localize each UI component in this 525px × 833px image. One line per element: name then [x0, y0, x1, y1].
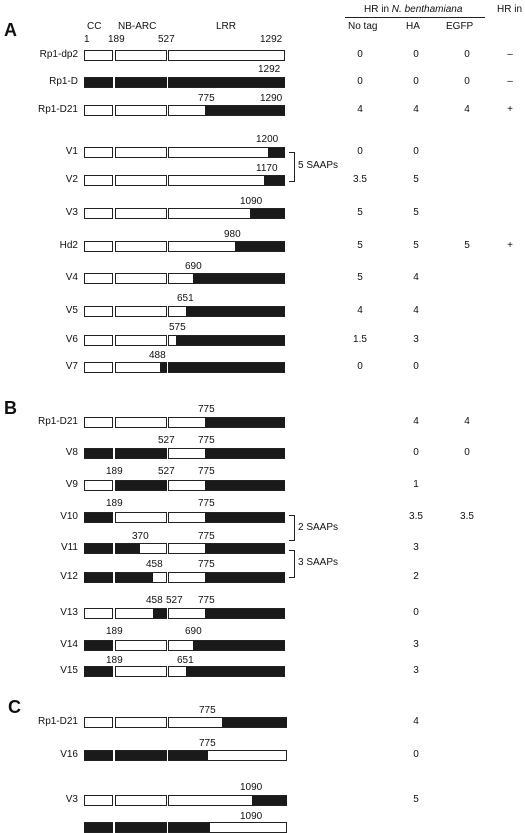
- domain-segment-lrr: [168, 147, 285, 158]
- domain-segment-nb: [115, 417, 167, 428]
- breakpoint-position: 1090: [240, 811, 263, 822]
- panel-label-b: B: [4, 398, 17, 418]
- construct-name: V11: [60, 542, 78, 553]
- hr-score-s1: 3.5: [353, 174, 367, 185]
- breakpoint-position: 775: [198, 435, 215, 446]
- hr-score-s1: 4: [357, 305, 363, 316]
- hr-score-s2: 0: [413, 447, 419, 458]
- hr-score-s1: 5: [357, 207, 363, 218]
- breakpoint-position: 370: [132, 531, 149, 542]
- rp1-d21-region: [222, 718, 287, 727]
- construct-bar: [0, 795, 525, 806]
- domain-segment-nb: [115, 208, 167, 219]
- breakpoint-position: 775: [198, 466, 215, 477]
- rp1-d21-region: [250, 209, 285, 218]
- breakpoint-position: 980: [224, 229, 241, 240]
- domain-segment-cc: [84, 105, 113, 116]
- breakpoint-position: 1200: [256, 134, 279, 145]
- hr-score-s2: 5: [413, 794, 419, 805]
- breakpoint-position: 488: [149, 350, 166, 361]
- rp1-d21-region: [205, 573, 285, 582]
- hr-score-s2: 3: [413, 334, 419, 345]
- construct-name: V13: [60, 607, 78, 618]
- panel-label-c: C: [8, 697, 21, 717]
- breakpoint-position: 189: [106, 466, 123, 477]
- domain-segment-cc: [84, 208, 113, 219]
- rp1-d21-region: [84, 78, 113, 87]
- rp1-d21-region: [186, 667, 285, 676]
- rp1-d21-region: [84, 573, 113, 582]
- rp1-d21-region: [193, 641, 285, 650]
- rp1-d21-region: [235, 242, 285, 251]
- hr-score-s2: 4: [413, 272, 419, 283]
- rp1-d21-region: [115, 751, 167, 760]
- hr-score-s1: 0: [357, 146, 363, 157]
- hr-header-species: N. benthamiana: [391, 4, 463, 15]
- domain-segment-lrr: [168, 241, 285, 252]
- construct-name: V2: [65, 174, 78, 185]
- domain-segment-nb: [115, 362, 167, 373]
- hr-score-s1: 0: [357, 361, 363, 372]
- domain-segment-nb: [115, 480, 167, 491]
- domain-segment-lrr: [168, 666, 285, 677]
- construct-name: Rp1-D: [49, 76, 78, 87]
- domain-segment-cc: [84, 50, 113, 61]
- hr-score-s2: 4: [413, 416, 419, 427]
- rp1-d21-region: [205, 418, 285, 427]
- domain-segment-nb: [115, 175, 167, 186]
- domain-segment-nb: [115, 608, 167, 619]
- breakpoint-position: 1290: [260, 93, 283, 104]
- hr-header-prefix: HR in: [364, 4, 392, 15]
- domain-segment-lrr: [168, 717, 287, 728]
- construct-name: V14: [60, 639, 78, 650]
- rp1-d21-region: [168, 751, 208, 760]
- domain-segment-cc: [84, 640, 113, 651]
- construct-name: Rp1-dp2: [39, 49, 78, 60]
- construct-bar: [0, 480, 525, 491]
- rp1-d21-region: [84, 751, 113, 760]
- hr-score-s4: –: [507, 49, 513, 60]
- breakpoint-position: 775: [198, 404, 215, 415]
- hr-score-s2: 5: [413, 207, 419, 218]
- domain-segment-lrr: [168, 175, 285, 186]
- construct-name: V8: [65, 447, 78, 458]
- construct-name: V3: [65, 207, 78, 218]
- rp1-d21-region: [252, 796, 287, 805]
- construct-name: V6: [65, 334, 78, 345]
- breakpoint-position: 1170: [256, 163, 278, 174]
- hr-score-s1: 5: [357, 272, 363, 283]
- domain-segment-lrr: [168, 543, 285, 554]
- construct-bar: [0, 750, 525, 761]
- hr-score-s1: 0: [357, 76, 363, 87]
- construct-bar: [0, 572, 525, 583]
- breakpoint-position: 651: [177, 655, 194, 666]
- breakpoint-position: 527: [158, 435, 175, 446]
- domain-segment-nb: [115, 512, 167, 523]
- hr-score-s3: 4: [464, 104, 470, 115]
- breakpoint-position: 651: [177, 293, 194, 304]
- construct-name: V3: [65, 794, 78, 805]
- construct-name: V4: [65, 272, 78, 283]
- rp1-d21-region: [153, 609, 167, 618]
- rp1-d21-region: [115, 573, 153, 582]
- rp1-d21-region: [84, 823, 113, 832]
- domain-segment-lrr: [168, 608, 285, 619]
- domain-segment-lrr: [168, 417, 285, 428]
- hr-score-s2: 0: [413, 49, 419, 60]
- hr-score-s3: 4: [464, 416, 470, 427]
- hr-score-s2: 4: [413, 305, 419, 316]
- hr-score-s3: 0: [464, 447, 470, 458]
- construct-name: Hd2: [59, 240, 78, 251]
- construct-bar: [0, 273, 525, 284]
- construct-bar: [0, 717, 525, 728]
- construct-name: Rp1-D21: [37, 416, 78, 427]
- domain-segment-lrr: [168, 750, 287, 761]
- domain-segment-lrr: [168, 448, 285, 459]
- hr-header: [364, 4, 462, 15]
- hr-score-s4: +: [507, 240, 513, 251]
- rp1-d21-region: [84, 667, 113, 676]
- domain-label-lrr: LRR: [216, 21, 237, 32]
- rp1-d21-region: [84, 513, 113, 522]
- breakpoint-position: 1090: [240, 782, 263, 793]
- hr-score-s2: 0: [413, 361, 419, 372]
- hr-score-s2: 3.5: [409, 511, 423, 522]
- rp1-d21-region: [115, 481, 167, 490]
- domain-segment-cc: [84, 417, 113, 428]
- domain-segment-nb: [115, 640, 167, 651]
- breakpoint-position: 189: [106, 498, 123, 509]
- domain-segment-lrr: [168, 335, 285, 346]
- domain-segment-lrr: [168, 50, 285, 61]
- hr-header-cut: HR in: [497, 4, 523, 15]
- domain-segment-cc: [84, 512, 113, 523]
- col-header-notag: No tag: [348, 21, 378, 32]
- domain-segment-nb: [115, 572, 167, 583]
- domain-segment-lrr: [168, 273, 285, 284]
- construct-bar: [0, 822, 525, 833]
- breakpoint-position: 775: [198, 595, 215, 606]
- rp1-d21-region: [205, 544, 285, 553]
- domain-segment-cc: [84, 750, 113, 761]
- hr-score-s2: 5: [413, 240, 419, 251]
- breakpoint-position: 1292: [258, 64, 281, 75]
- domain-segment-cc: [84, 335, 113, 346]
- rp1-d21-region: [160, 363, 167, 372]
- domain-segment-cc: [84, 822, 113, 833]
- col-header-egfp: EGFP: [446, 21, 474, 32]
- construct-name: V1: [65, 146, 78, 157]
- hr-score-s3: 0: [464, 76, 470, 87]
- domain-segment-cc: [84, 147, 113, 158]
- domain-segment-nb: [115, 241, 167, 252]
- hr-score-s2: 0: [413, 146, 419, 157]
- saap-label-3: 3 SAAPs: [298, 557, 339, 568]
- hr-header-rule: [345, 17, 485, 18]
- construct-name: V12: [60, 571, 78, 582]
- domain-segment-lrr: [168, 306, 285, 317]
- breakpoint-position: 527: [158, 466, 175, 477]
- hr-score-s2: 4: [413, 104, 419, 115]
- panel-label-a: A: [4, 20, 17, 40]
- domain-segment-cc: [84, 608, 113, 619]
- domain-segment-nb: [115, 448, 167, 459]
- rp1-d21-region: [115, 78, 167, 87]
- rp1-d21-region: [193, 274, 285, 283]
- construct-bar: [0, 335, 525, 346]
- domain-segment-nb: [115, 105, 167, 116]
- hr-score-s1: 4: [357, 104, 363, 115]
- construct-name: V9: [65, 479, 78, 490]
- construct-bar: [0, 543, 525, 554]
- hr-score-s2: 3: [413, 665, 419, 676]
- saap-label-5: 5 SAAPs: [298, 160, 339, 171]
- rp1-d21-region: [205, 449, 285, 458]
- position-527: 527: [158, 34, 175, 45]
- breakpoint-position: 775: [198, 498, 215, 509]
- domain-segment-cc: [84, 480, 113, 491]
- rp1-d21-region: [84, 449, 113, 458]
- domain-segment-nb: [115, 717, 167, 728]
- rp1-d21-region: [168, 823, 210, 832]
- domain-segment-cc: [84, 795, 113, 806]
- construct-bar: [0, 175, 525, 186]
- rp1-d21-region: [205, 609, 285, 618]
- rp1-d21-region: [84, 544, 113, 553]
- domain-segment-nb: [115, 543, 167, 554]
- domain-label-nbarc: NB-ARC: [118, 21, 157, 32]
- hr-score-s1: 1.5: [353, 334, 367, 345]
- rp1-d21-region: [115, 449, 167, 458]
- rp1-d21-region: [205, 106, 285, 115]
- hr-score-s2: 0: [413, 76, 419, 87]
- breakpoint-position: 775: [199, 705, 216, 716]
- construct-bar: [0, 208, 525, 219]
- breakpoint-position: 575: [169, 322, 186, 333]
- domain-segment-lrr: [168, 822, 287, 833]
- hr-score-s1: 5: [357, 240, 363, 251]
- domain-segment-lrr: [168, 572, 285, 583]
- domain-segment-lrr: [168, 105, 285, 116]
- breakpoint-position: 690: [185, 626, 202, 637]
- construct-name: V15: [60, 665, 78, 676]
- domain-segment-nb: [115, 822, 167, 833]
- construct-bar: [0, 666, 525, 677]
- hr-score-s2: 1: [413, 479, 419, 490]
- rp1-d21-region: [115, 823, 167, 832]
- breakpoint-position: 189: [106, 626, 123, 637]
- construct-name: Rp1-D21: [37, 716, 78, 727]
- rp1-d21-region: [176, 336, 285, 345]
- breakpoint-position: 775: [198, 531, 215, 542]
- domain-segment-cc: [84, 572, 113, 583]
- domain-segment-cc: [84, 306, 113, 317]
- rp1-d21-region: [186, 307, 285, 316]
- rp1-d21-region: [84, 641, 113, 650]
- construct-bar: [0, 306, 525, 317]
- hr-score-s1: 0: [357, 49, 363, 60]
- domain-segment-nb: [115, 273, 167, 284]
- rp1-d21-region: [168, 363, 285, 372]
- domain-segment-lrr: [168, 362, 285, 373]
- rp1-d21-region: [205, 513, 285, 522]
- rp1-d21-region: [205, 481, 285, 490]
- rp1-d21-region: [268, 148, 285, 157]
- position-1292: 1292: [260, 34, 283, 45]
- hr-score-s4: –: [507, 76, 513, 87]
- breakpoint-position: 775: [198, 93, 215, 104]
- domain-segment-nb: [115, 795, 167, 806]
- breakpoint-position: 1090: [240, 196, 263, 207]
- domain-segment-cc: [84, 241, 113, 252]
- domain-segment-cc: [84, 362, 113, 373]
- rp1-d21-region: [264, 176, 285, 185]
- domain-segment-nb: [115, 50, 167, 61]
- col-header-ha: HA: [406, 21, 420, 32]
- domain-segment-nb: [115, 77, 167, 88]
- hr-score-s2: 0: [413, 749, 419, 760]
- domain-segment-lrr: [168, 640, 285, 651]
- domain-segment-lrr: [168, 208, 285, 219]
- domain-segment-nb: [115, 306, 167, 317]
- domain-label-cc: CC: [87, 21, 102, 32]
- breakpoint-position: 775: [199, 738, 216, 749]
- rp1-d21-region: [168, 78, 285, 87]
- construct-bar: [0, 640, 525, 651]
- hr-score-s3: 3.5: [460, 511, 474, 522]
- position-189: 189: [108, 34, 125, 45]
- rp1-d21-region: [115, 544, 140, 553]
- hr-score-s2: 5: [413, 174, 419, 185]
- domain-segment-cc: [84, 273, 113, 284]
- construct-name: V5: [65, 305, 78, 316]
- breakpoint-position: 775: [198, 559, 215, 570]
- domain-segment-cc: [84, 175, 113, 186]
- domain-segment-lrr: [168, 480, 285, 491]
- construct-bar: [0, 147, 525, 158]
- construct-name: V10: [60, 511, 78, 522]
- breakpoint-position: 527: [166, 595, 183, 606]
- domain-segment-nb: [115, 147, 167, 158]
- domain-segment-cc: [84, 543, 113, 554]
- construct-name: V7: [65, 361, 78, 372]
- domain-segment-lrr: [168, 795, 287, 806]
- construct-bar: [0, 608, 525, 619]
- hr-score-s2: 0: [413, 607, 419, 618]
- hr-score-s3: 5: [464, 240, 470, 251]
- domain-segment-nb: [115, 335, 167, 346]
- hr-score-s3: 0: [464, 49, 470, 60]
- domain-segment-lrr: [168, 77, 285, 88]
- domain-segment-cc: [84, 448, 113, 459]
- construct-bar: [0, 362, 525, 373]
- construct-name: V16: [60, 749, 78, 760]
- breakpoint-position: 690: [185, 261, 202, 272]
- breakpoint-position: 458: [146, 559, 163, 570]
- domain-segment-cc: [84, 77, 113, 88]
- domain-segment-cc: [84, 717, 113, 728]
- breakpoint-position: 189: [106, 655, 123, 666]
- construct-name: Rp1-D21: [37, 104, 78, 115]
- hr-score-s4: +: [507, 104, 513, 115]
- hr-score-s2: 3: [413, 639, 419, 650]
- hr-score-s2: 4: [413, 716, 419, 727]
- domain-segment-lrr: [168, 512, 285, 523]
- saap-label-2: 2 SAAPs: [298, 522, 339, 533]
- hr-score-s2: 2: [413, 571, 419, 582]
- domain-segment-nb: [115, 750, 167, 761]
- breakpoint-position: 458: [146, 595, 163, 606]
- position-start: 1: [84, 34, 90, 45]
- domain-segment-cc: [84, 666, 113, 677]
- domain-segment-nb: [115, 666, 167, 677]
- hr-score-s2: 3: [413, 542, 419, 553]
